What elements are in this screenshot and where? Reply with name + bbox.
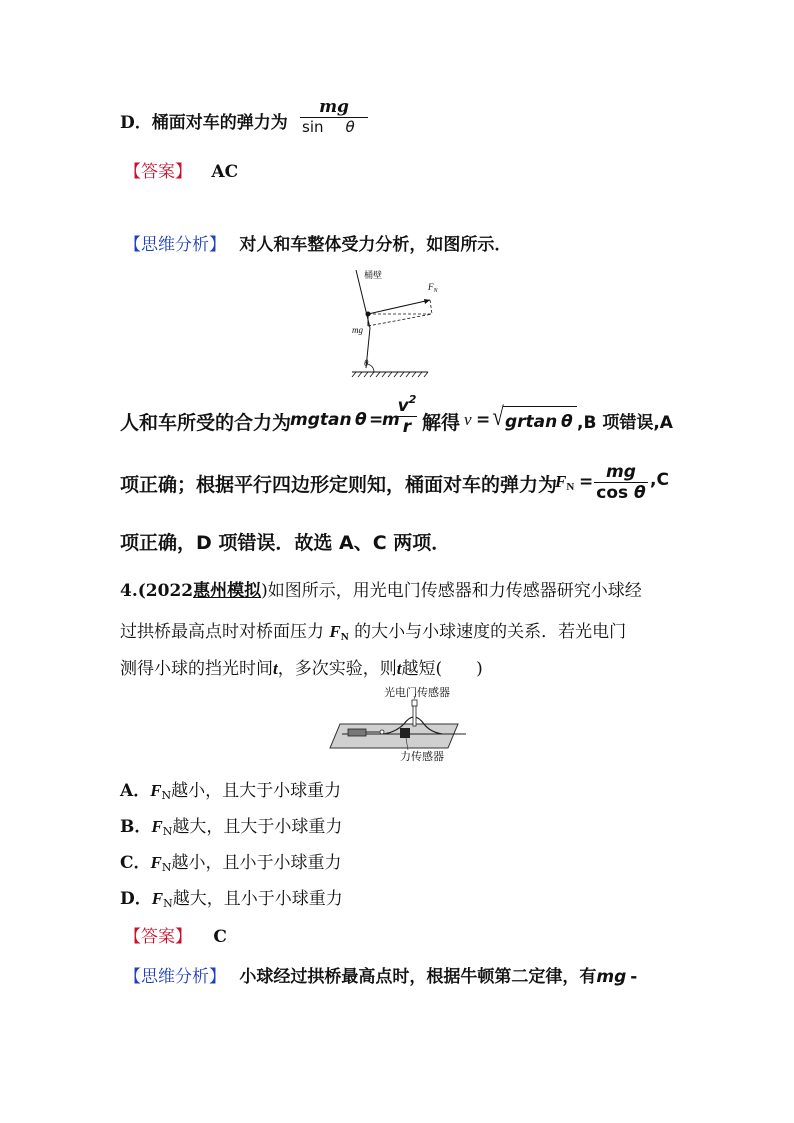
analysis-mg: mg	[596, 967, 627, 987]
option-text: 越大，且小于小球重力	[172, 889, 343, 909]
analysis-text: 小球经过拱桥最高点时，根据牛顿第二定律，有	[239, 967, 597, 987]
q4-stem-fn-sub: N	[340, 631, 349, 643]
theta-label: θ	[364, 358, 369, 368]
q3-analysis-line1	[120, 408, 291, 435]
line1-theta: θ	[355, 410, 367, 430]
q3-analysis-line2	[120, 470, 557, 497]
option-letter: A．	[120, 781, 151, 801]
q4-answer	[124, 922, 227, 947]
line2-den-theta: θ	[634, 483, 646, 503]
option-sub: N	[163, 897, 173, 910]
line1-prefix: 人和车所受的合力为	[120, 412, 292, 434]
sqrt-symbol: √	[492, 402, 504, 431]
q4-source: 惠州模拟	[193, 581, 262, 601]
q4-option-a[interactable]	[120, 776, 341, 802]
fn-label-f: F	[428, 282, 434, 292]
q4-paren-open: (2022	[137, 581, 194, 601]
option-f: F	[151, 817, 163, 836]
line2-fraction	[594, 462, 648, 503]
option-letter: B．	[120, 817, 152, 837]
q4-stem-line2	[120, 617, 626, 643]
line1-v: v	[397, 396, 409, 416]
sqrt-inner: grtan	[505, 412, 558, 432]
q3-answer	[124, 157, 238, 182]
line1-tail: ,B 项错误,A	[577, 413, 673, 433]
line1-v2: v	[464, 410, 472, 429]
sqrt-bar	[503, 406, 577, 407]
q4-option-c[interactable]	[120, 848, 342, 874]
line1-equals: =	[369, 410, 384, 430]
fraction-denominator-sin: sin	[302, 118, 324, 136]
q4-stem-t2: t	[396, 659, 402, 678]
line3-text: 项正确，D 项错误．故选 A、C 两项．	[120, 532, 451, 554]
q4-stem3c: 越短( )	[401, 659, 483, 679]
fraction-denominator-theta: θ	[345, 118, 355, 136]
q3-option-d	[120, 108, 288, 133]
answer-tag: 【答案】	[124, 927, 192, 947]
fraction-numerator: mg	[319, 97, 349, 117]
sqrt-theta: θ	[561, 412, 573, 432]
fn-label	[428, 282, 438, 294]
q4-stem2b: 的大小与小球速度的关系．若光电门	[354, 622, 627, 642]
option-letter: C．	[120, 853, 151, 873]
option-sub: N	[162, 825, 173, 838]
line2-fn	[555, 472, 574, 493]
line2-num: mg	[606, 462, 636, 482]
force-sensor-label: 力传感器	[400, 751, 444, 763]
option-sub: N	[161, 789, 172, 802]
line2-den-cos: cos	[596, 483, 629, 503]
answer-value: C	[213, 927, 227, 947]
option-f: F	[151, 889, 164, 908]
line1-m: m	[382, 410, 400, 430]
q4-option-b[interactable]	[120, 812, 342, 838]
q4-analysis	[124, 962, 637, 987]
force-diagram-svg	[346, 268, 436, 380]
line1-square: 2	[408, 393, 417, 406]
q4-stem3a: 测得小球的挡光时间	[120, 659, 273, 679]
line2-fn-f: F	[555, 472, 567, 491]
option-sub: N	[161, 861, 172, 874]
analysis-tag: 【思维分析】	[124, 235, 226, 255]
fn-label-sub: N	[433, 288, 438, 294]
q4-stem3b: ，多次实验，则	[277, 659, 397, 679]
q4-stem2a: 过拱桥最高点时对桥面压力	[120, 622, 324, 642]
q3-analysis-line3	[120, 528, 450, 555]
line1-fraction	[397, 393, 417, 437]
line2-tail: ,C	[650, 470, 669, 490]
q3-analysis-intro	[124, 230, 511, 255]
option-letter: D．	[120, 889, 152, 909]
q4-number: 4.	[120, 581, 138, 601]
option-f: F	[150, 781, 162, 800]
analysis-intro-text: 对人和车整体受力分析，如图所示．	[239, 235, 512, 255]
force-diagram	[346, 268, 436, 380]
answer-tag: 【答案】	[124, 162, 192, 182]
wall-label: 桶壁	[364, 271, 383, 281]
answer-value: AC	[211, 162, 239, 182]
option-text: 越大，且大于小球重力	[172, 817, 343, 837]
line1-equals2: =	[476, 410, 491, 430]
q3-option-d-fraction	[300, 97, 368, 136]
line2-equals: =	[579, 472, 594, 492]
photogate-label: 光电门传感器	[384, 687, 450, 699]
q3-option-d-label: D．桶面对车的弹力为	[120, 113, 288, 133]
line1-solve: 解得	[422, 412, 461, 434]
line1-r: r	[402, 417, 412, 437]
q4-stem-line1	[120, 576, 680, 601]
q4-option-d[interactable]	[120, 884, 343, 910]
q4-stem-t: t	[273, 659, 278, 678]
q4-paren-close: )	[261, 581, 268, 601]
q4-stem-fn: F	[329, 622, 341, 641]
line2-fn-sub: N	[566, 481, 575, 493]
option-text: 越小，且大于小球重力	[171, 781, 342, 801]
q4-stem1: 如图所示，用光电门传感器和力传感器研究小球经	[267, 581, 642, 601]
analysis-minus: -	[630, 967, 638, 987]
mg-label: mg	[352, 325, 363, 335]
line1-mgtan: mgtan	[290, 410, 352, 430]
analysis-tag: 【思维分析】	[124, 967, 226, 987]
option-text: 越小，且小于小球重力	[171, 853, 342, 873]
apparatus-figure	[326, 684, 470, 764]
option-f: F	[150, 853, 162, 872]
q4-stem-line3	[120, 654, 483, 679]
line2-prefix: 项正确；根据平行四边形定则知，桶面对车的弹力为	[120, 474, 558, 496]
